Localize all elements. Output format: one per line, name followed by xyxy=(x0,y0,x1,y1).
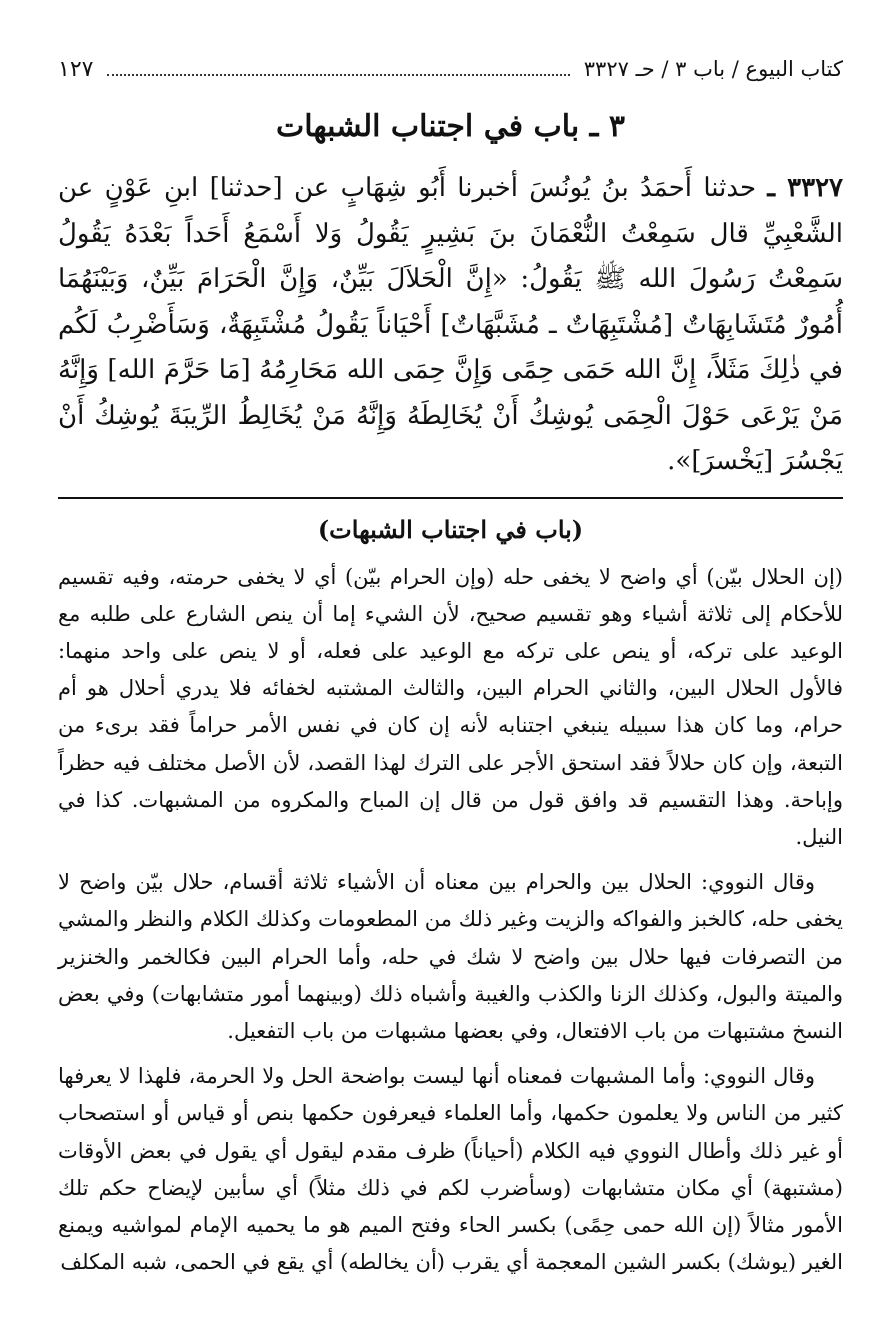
hadith-number: ٣٣٢٧ ـ xyxy=(767,173,844,203)
running-header xyxy=(58,52,843,86)
hadith-body: حدثنا أَحمَدُ بنُ يُونُسَ أخبرنا أَبُو شِهَابٍ عن [حدثنا] ابنِ عَوْنٍ عن الشَّعْبِيِّ قال سَمِعْتُ النُّعْمَانَ بنَ بَشِيرٍ يَقُولُ وَلا أَسْمَعُ أَحَداً بَعْدَهُ يَقُولُ سَمِعْتُ رَسُولَ الله ﷺ يَقُولُ: «إِنَّ الْحَلاَلَ بَيِّنٌ، وَإِنَّ الْحَرَامَ بَيِّنٌ، وَبَيْنَهُمَا أُمُورٌ مُتَشَابِهَاتٌ [مُشْتَبِهَاتٌ ـ مُشَبَّهَاتٌ] أَحْيَاناً يَقُولُ مُشْتَبِهَةٌ، وَسَأَضْرِبُ لَكُم في ذٰلِكَ مَثَلاً، إِنَّ الله حَمَى حِمًى وَإِنَّ حِمَى الله مَحَارِمُهُ [مَا حَرَّمَ الله] وَإِنَّهُ مَنْ يَرْعَى حَوْلَ الْحِمَى يُوشِكُ أَنْ يُخَالِطَهُ وَإِنَّهُ مَنْ يُخَالِطُ الرِّيبَةَ يُوشِكُ أَنْ يَجْسُرَ [يَخْسرَ]». xyxy=(58,173,843,476)
hadith-text xyxy=(58,166,843,485)
commentary-title: (باب في اجتناب الشبهات) xyxy=(317,514,584,544)
chapter-title: ٣ ـ باب في اجتناب الشبهات xyxy=(275,109,626,144)
commentary-paragraph: وقال النووي: وأما المشبهات فمعناه أنها ليست بواضحة الحل ولا الحرمة، فلهذا لا يعرفها كثير من الناس ولا يعلمون حكمها، وأما العلماء فيعرفون حكمها بنص أو قياس أو استصحاب أو غير ذلك وأطال النووي فيه الكلام (أحياناً) ظرف مقدم ليقول أي يقول في بعض الأوقات (مشتبهة) أي مكان متشابهات (وسأضرب لكم في ذلك مثلاً) أي سأبين لإيضاح حكم تلك الأمور مثالاً (إن الله حمى حِمًى) بكسر الحاء وفتح الميم هو ما يحميه الإمام لمواشيه ويمنع الغير (يوشك) بكسر الشين المعجمة أي يقرب (أن يخالطه) أي يقع في الحمى، شبه المكلف xyxy=(58,1064,843,1275)
book-page xyxy=(58,52,843,1289)
commentary-body xyxy=(58,559,843,1282)
commentary-paragraph: (إن الحلال بيّن) أي واضح لا يخفى حله (وإن الحرام بيّن) أي لا يخفى حرمته، وفيه تقسيم للأحكام إلى ثلاثة أشياء وهو تقسيم صحيح، لأن الشيء إما أن ينص الشارع على طلبه مع الوعيد على تركه، أو ينص على تركه مع الوعيد على فعله، أو لا ينص على واحد منهما: فالأول الحلال البين، والثاني الحرام البين، والثالث المشتبه لخفائه فلا يدري أحلال هو أم حرام، وما كان هذا سبيله ينبغي اجتنابه لأنه إن كان في نفس الأمر حراماً فقد برىء من التبعة، وإن كان حلالاً فقد استحق الأجر على الترك لهذا القصد، لأن الأصل مختلف فيه حظراً وإباحة. وهذا التقسيم قد وافق قول من قال إن المباح والمكروه من المشبهات. كذا في النيل. xyxy=(58,564,843,849)
page-number: ١٢٧ xyxy=(58,57,94,82)
commentary-paragraph: وقال النووي: الحلال بين والحرام بين معناه أن الأشياء ثلاثة أقسام، حلال بيّن واضح لا يخفى حله، كالخبز والفواكه والزيت وغير ذلك من المطعومات وكذلك الكلام والنظر والمشي من التصرفات فيها حلال بين واضح لا شك في حله، وأما الحرام البين فكالخمر والخنزير والميتة والبول، وكذلك الزنا والكذب والغيبة وأشباه ذلك (وبينهما أمور متشابهات) وفي بعض النسخ مشتبهات من باب الافتعال، وفي بعضها مشبهات من باب التفعيل. xyxy=(58,870,843,1043)
running-header-title: كتاب البيوع / باب ٣ / حـ ٣٣٢٧ xyxy=(583,57,843,81)
dotted-leader xyxy=(107,60,569,76)
section-divider xyxy=(58,497,843,499)
